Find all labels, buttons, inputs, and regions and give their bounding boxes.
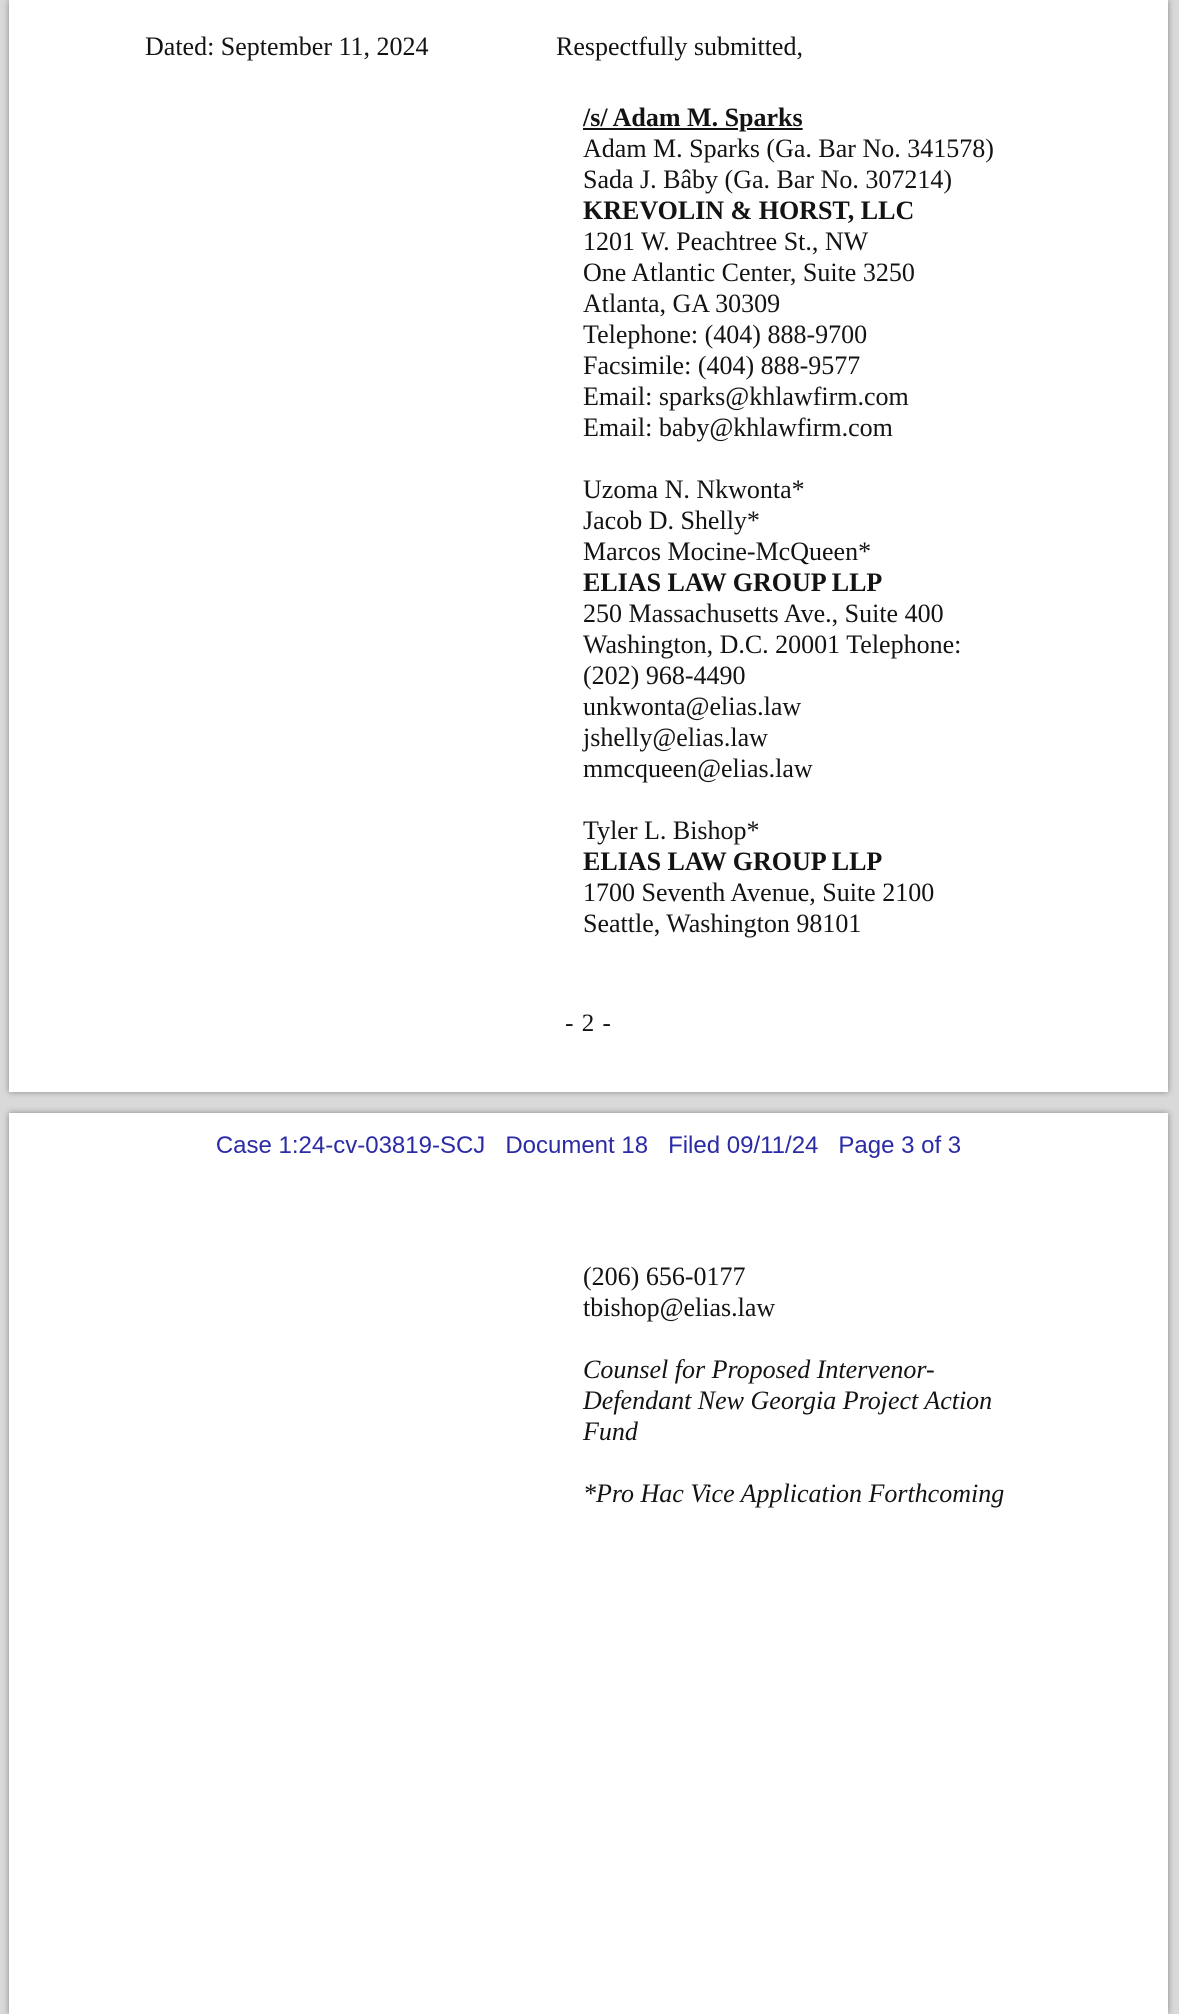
fax-line: Facsimile: (404) 888-9577	[583, 351, 861, 380]
email-line: Email: sparks@khlawfirm.com	[583, 382, 909, 411]
ecf-stamp-page-count: Page 3 of 3	[838, 1132, 962, 1159]
attorney-line: Sada J. Bâby (Ga. Bar No. 307214)	[583, 165, 952, 194]
attorney-line: Tyler L. Bishop*	[583, 816, 760, 845]
ecf-stamp	[9, 1132, 1168, 1160]
counsel-line: Counsel for Proposed Intervenor-	[583, 1355, 935, 1384]
blank-line	[583, 784, 994, 815]
address-line: One Atlantic Center, Suite 3250	[583, 258, 915, 287]
attorney-line: Adam M. Sparks (Ga. Bar No. 341578)	[583, 134, 994, 163]
counsel-line: Defendant New Georgia Project Action	[583, 1386, 993, 1415]
firm-name: ELIAS LAW GROUP LLP	[583, 847, 883, 876]
page-number-footer: - 2 -	[565, 1010, 612, 1037]
attorney-line: Uzoma N. Nkwonta*	[583, 475, 805, 504]
blank-line	[583, 1323, 1004, 1354]
pro-hac-vice-note: *Pro Hac Vice Application Forthcoming	[583, 1479, 1005, 1508]
email-line: tbishop@elias.law	[583, 1293, 776, 1322]
continuation-block	[583, 1261, 1004, 1509]
firm-name: ELIAS LAW GROUP LLP	[583, 568, 883, 597]
ecf-stamp-document-number: Document 18	[505, 1132, 649, 1159]
signature-block	[583, 102, 994, 939]
address-line: Washington, D.C. 20001 Telephone:	[583, 630, 962, 659]
ecf-stamp-case-number: Case 1:24-cv-03819-SCJ	[215, 1132, 486, 1159]
phone-line: (206) 656-0177	[583, 1262, 746, 1291]
address-line: Seattle, Washington 98101	[583, 909, 862, 938]
address-line: 1700 Seventh Avenue, Suite 2100	[583, 878, 935, 907]
address-line: Atlanta, GA 30309	[583, 289, 781, 318]
counsel-line: Fund	[583, 1417, 638, 1446]
firm-name: KREVOLIN & HORST, LLC	[583, 196, 915, 225]
phone-line: Telephone: (404) 888-9700	[583, 320, 868, 349]
attorney-line: Jacob D. Shelly*	[583, 506, 760, 535]
phone-line: (202) 968-4490	[583, 661, 746, 690]
attorney-line: Marcos Mocine-McQueen*	[583, 537, 872, 566]
document-page-2	[9, 0, 1168, 1092]
email-line: jshelly@elias.law	[583, 723, 768, 752]
email-line: unkwonta@elias.law	[583, 692, 802, 721]
document-page-3	[9, 1113, 1168, 2014]
dated-line: Dated: September 11, 2024	[145, 32, 429, 61]
signature-line: /s/ Adam M. Sparks	[583, 103, 803, 132]
respectfully-submitted-line: Respectfully submitted,	[556, 32, 803, 61]
address-line: 250 Massachusetts Ave., Suite 400	[583, 599, 944, 628]
blank-line	[583, 443, 994, 474]
email-line: Email: baby@khlawfirm.com	[583, 413, 893, 442]
email-line: mmcqueen@elias.law	[583, 754, 813, 783]
blank-line	[583, 1447, 1004, 1478]
address-line: 1201 W. Peachtree St., NW	[583, 227, 869, 256]
ecf-stamp-filed-date: Filed 09/11/24	[668, 1132, 819, 1159]
